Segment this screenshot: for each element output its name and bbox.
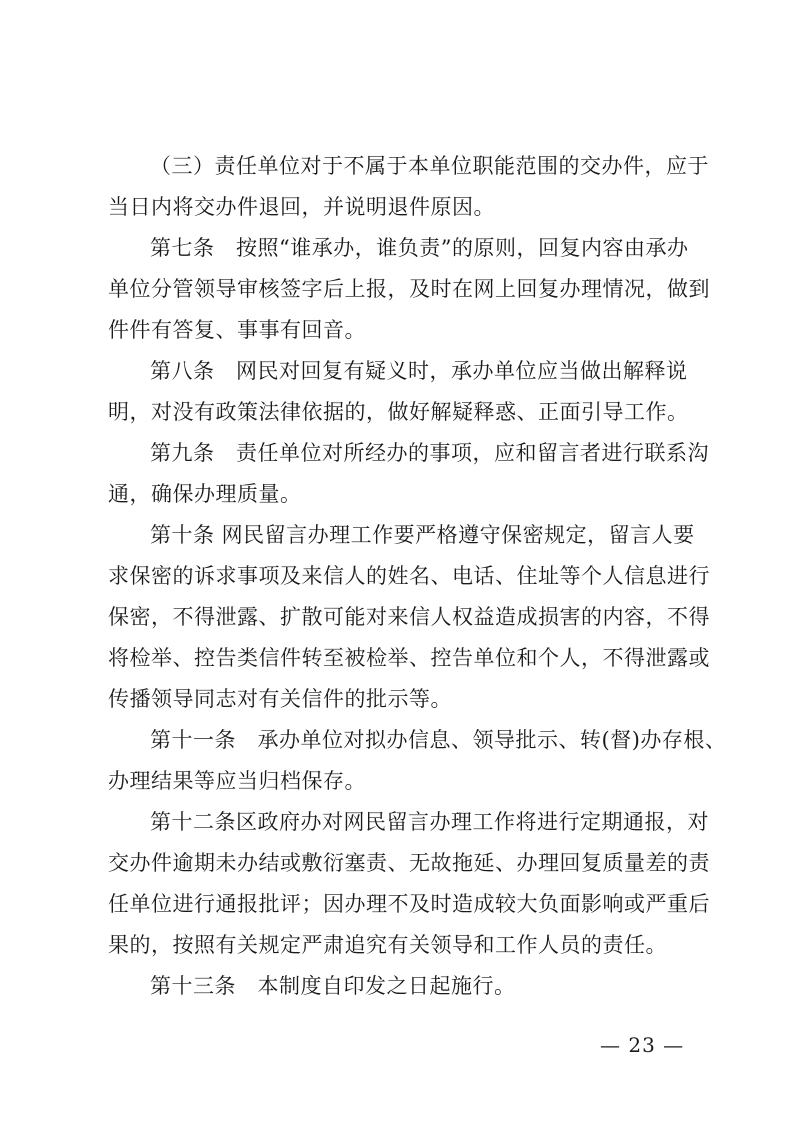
text-line: 件件有答复、事事有回音。 xyxy=(108,318,366,342)
article-10-heading-line: 第十条 网民留言办理工作要严格遵守保密规定，留言人要 xyxy=(150,523,695,547)
article-8-heading-line: 第八条 网民对回复有疑义时，承办单位应当做出解释说 xyxy=(150,359,688,383)
text-line: 将检举、控告类信件转至被检举、控告单位和个人，不得泄露或 xyxy=(108,646,710,670)
article-13-heading-line: 第十三条 本制度自印发之日起施行。 xyxy=(150,974,516,998)
text-line: （三）责任单位对于不属于本单位职能范围的交办件，应于 xyxy=(150,154,709,178)
text-line: 保密，不得泄露、扩散可能对来信人权益造成损害的内容，不得 xyxy=(108,605,710,629)
article-11-heading-line: 第十一条 承办单位对拟办信息、领导批示、转(督)办存根、 xyxy=(150,728,727,752)
article-9-heading-line: 第九条 责任单位对所经办的事项，应和留言者进行联系沟 xyxy=(150,441,709,465)
article-7-heading-line: 第七条 按照“谁承办，谁负责”的原则，回复内容由承办 xyxy=(150,236,689,260)
text-line: 任单位进行通报批评；因办理不及时造成较大负面影响或严重后 xyxy=(108,892,710,916)
text-line: 求保密的诉求事项及来信人的姓名、电话、住址等个人信息进行 xyxy=(108,564,710,588)
text-line: 办理结果等应当归档保存。 xyxy=(108,769,366,793)
text-line: 当日内将交办件退回，并说明退件原因。 xyxy=(108,195,495,219)
article-12-heading-line: 第十二条区政府办对网民留言办理工作将进行定期通报，对 xyxy=(150,810,709,834)
text-line: 单位分管领导审核签字后上报，及时在网上回复办理情况，做到 xyxy=(108,277,710,301)
text-line: 明，对没有政策法律依据的，做好解疑释惑、正面引导工作。 xyxy=(108,400,689,424)
text-line: 果的，按照有关规定严肃追究有关领导和工作人员的责任。 xyxy=(108,933,667,957)
text-line: 传播领导同志对有关信件的批示等。 xyxy=(108,687,452,711)
text-line: 交办件逾期未办结或敷衍塞责、无故拖延、办理回复质量差的责 xyxy=(108,851,710,875)
page-number: — 23 — xyxy=(600,1033,685,1057)
text-line: 通，确保办理质量。 xyxy=(108,482,302,506)
